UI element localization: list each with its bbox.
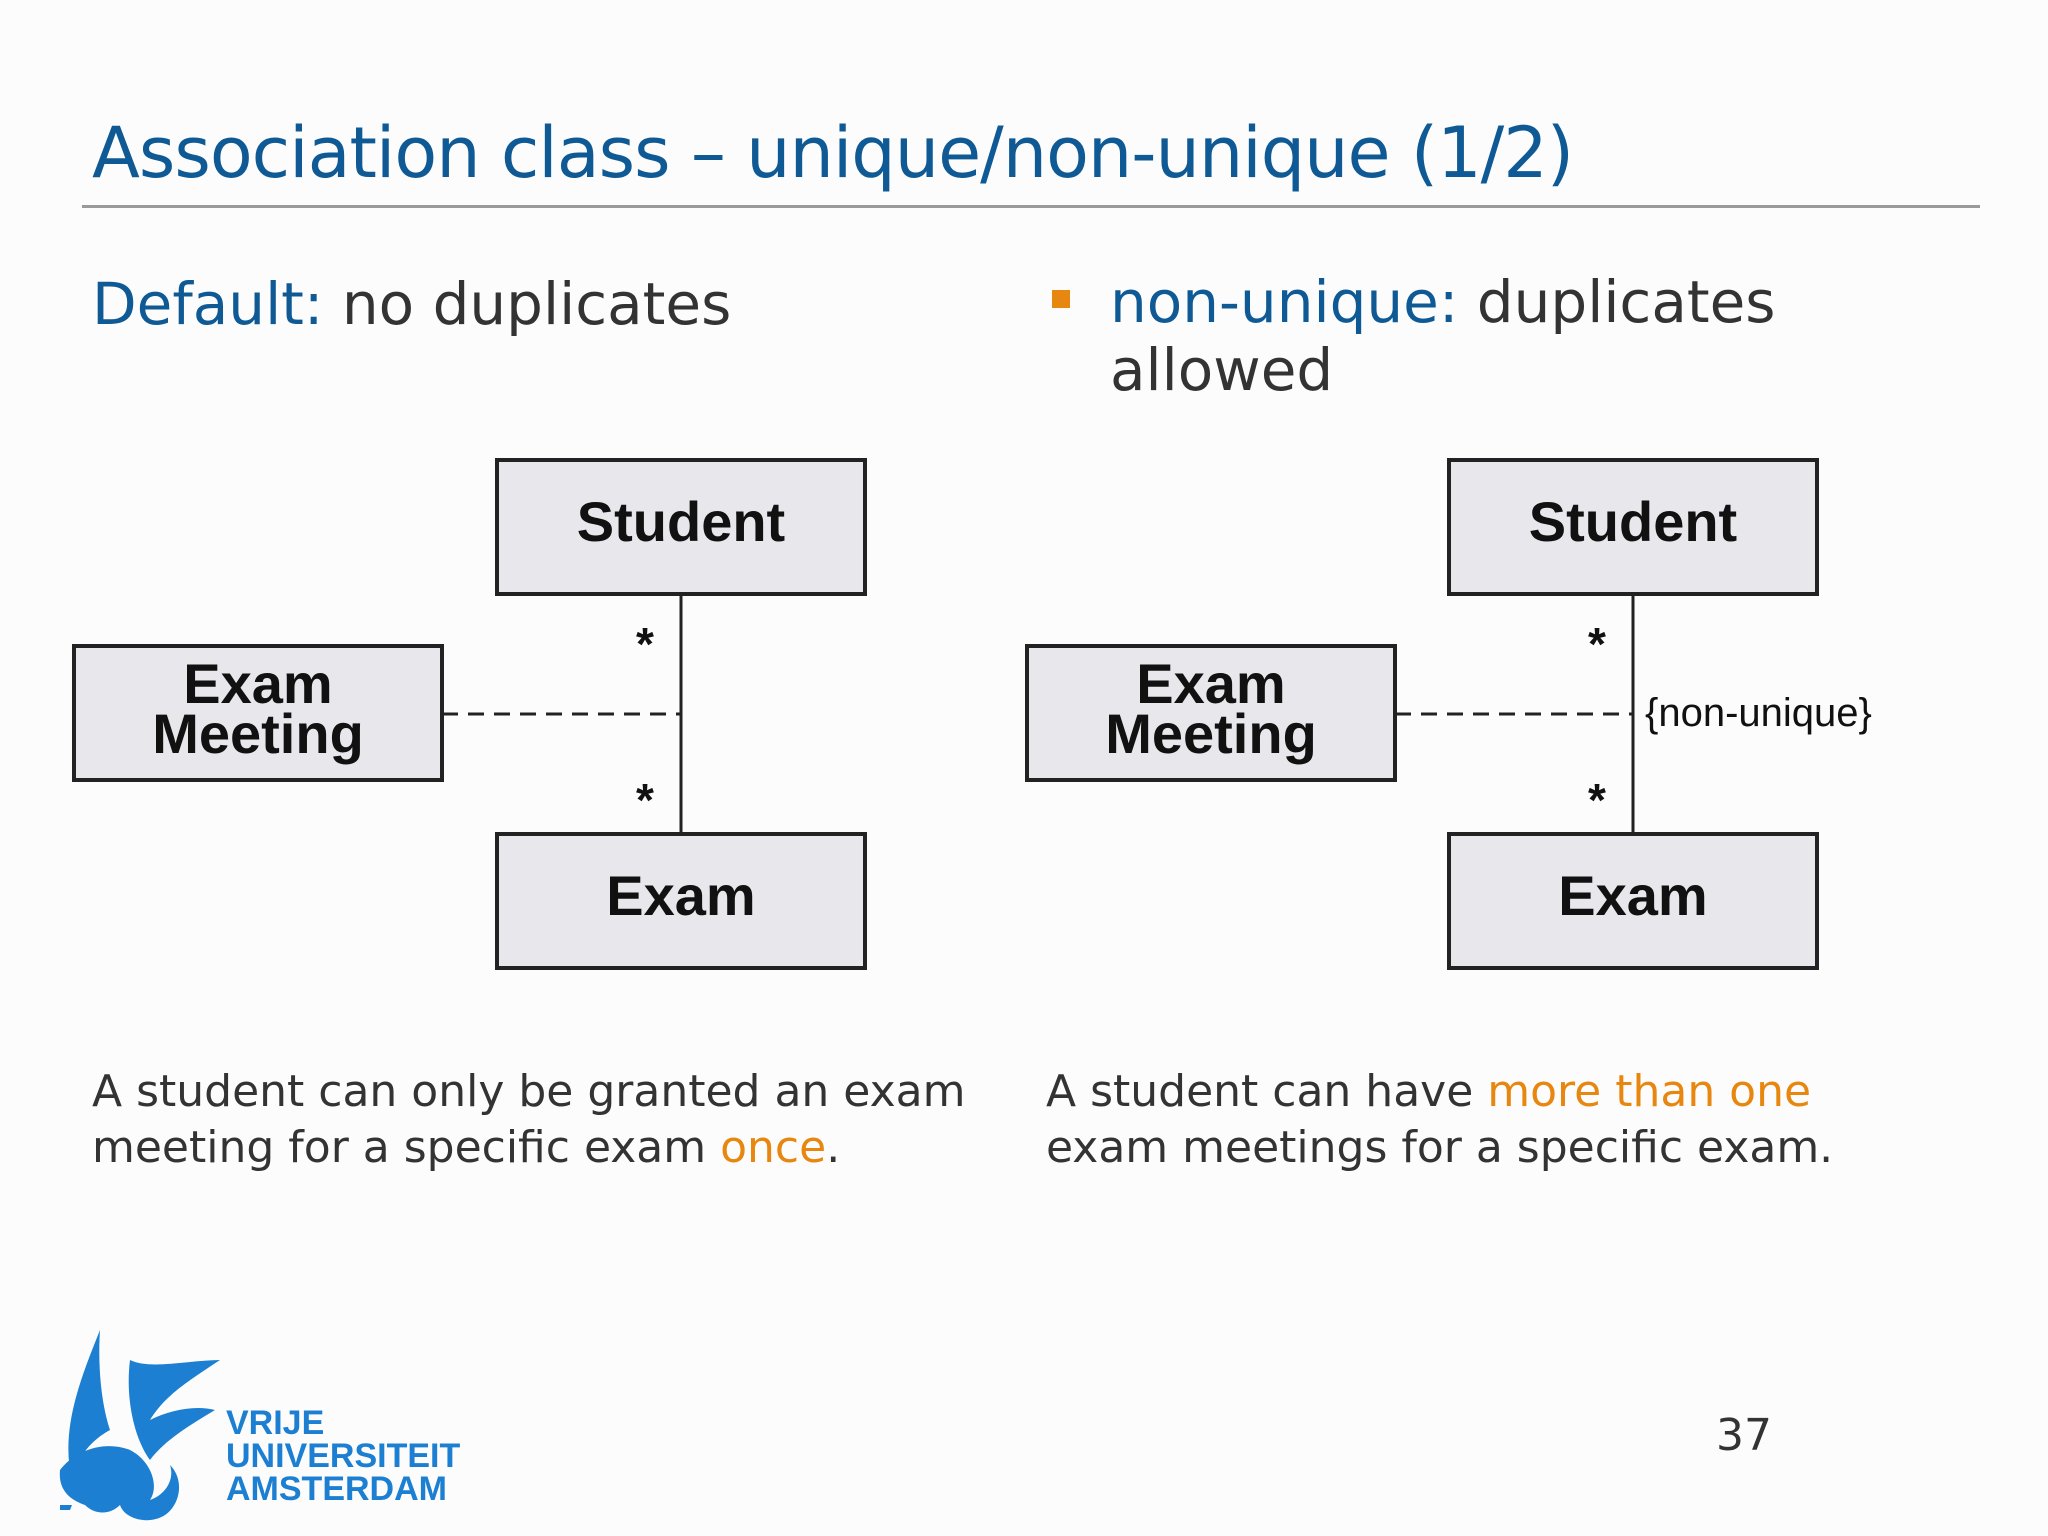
logo-line-2: UNIVERSITEIT (226, 1437, 461, 1475)
logo-line-3: AMSTERDAM (226, 1470, 447, 1508)
left-caption-end: . (826, 1122, 841, 1173)
right-non-unique-constraint: {non-unique} (1645, 691, 1872, 735)
right-multiplicity-top: * (1588, 618, 1606, 670)
right-exam-meeting-label-2: Meeting (1105, 702, 1317, 765)
left-caption-text: A student can only be granted an exam meeting for a specific exam (92, 1066, 966, 1173)
right-exam-meeting-label-1: Exam (1136, 652, 1286, 715)
left-multiplicity-top: * (636, 618, 654, 670)
left-uml-diagram (74, 460, 865, 968)
left-caption-highlight: once (720, 1122, 827, 1173)
right-uml-diagram (1027, 460, 1872, 968)
left-multiplicity-bottom: * (636, 774, 654, 826)
right-caption-text: A student can have (1046, 1066, 1488, 1117)
left-heading-rest: no duplicates (323, 270, 732, 338)
vu-griffin-logo-icon (60, 1330, 220, 1520)
right-caption-end: exam meetings for a specific exam. (1046, 1122, 1834, 1173)
right-heading-term: non-unique: (1110, 268, 1459, 336)
right-caption (1046, 1064, 1946, 1176)
left-student-label: Student (576, 490, 786, 553)
right-student-label: Student (1528, 490, 1738, 553)
left-caption (92, 1064, 992, 1176)
slide-title: Association class – unique/non-unique (1/2) (92, 112, 1574, 194)
right-exam-label: Exam (1558, 864, 1708, 927)
left-exam-meeting-label-2: Meeting (152, 702, 364, 765)
left-heading-term: Default: (92, 270, 324, 338)
right-heading-rest: duplicates allowed (1110, 268, 1776, 404)
left-exam-meeting-label-1: Exam (183, 652, 333, 715)
left-exam-label: Exam (606, 864, 756, 927)
university-logo-text (226, 1404, 461, 1508)
logo-line-1: VRIJE (226, 1404, 325, 1442)
page-number: 37 (1716, 1410, 1772, 1461)
right-caption-highlight: more than one (1487, 1066, 1812, 1117)
right-multiplicity-bottom: * (1588, 774, 1606, 826)
